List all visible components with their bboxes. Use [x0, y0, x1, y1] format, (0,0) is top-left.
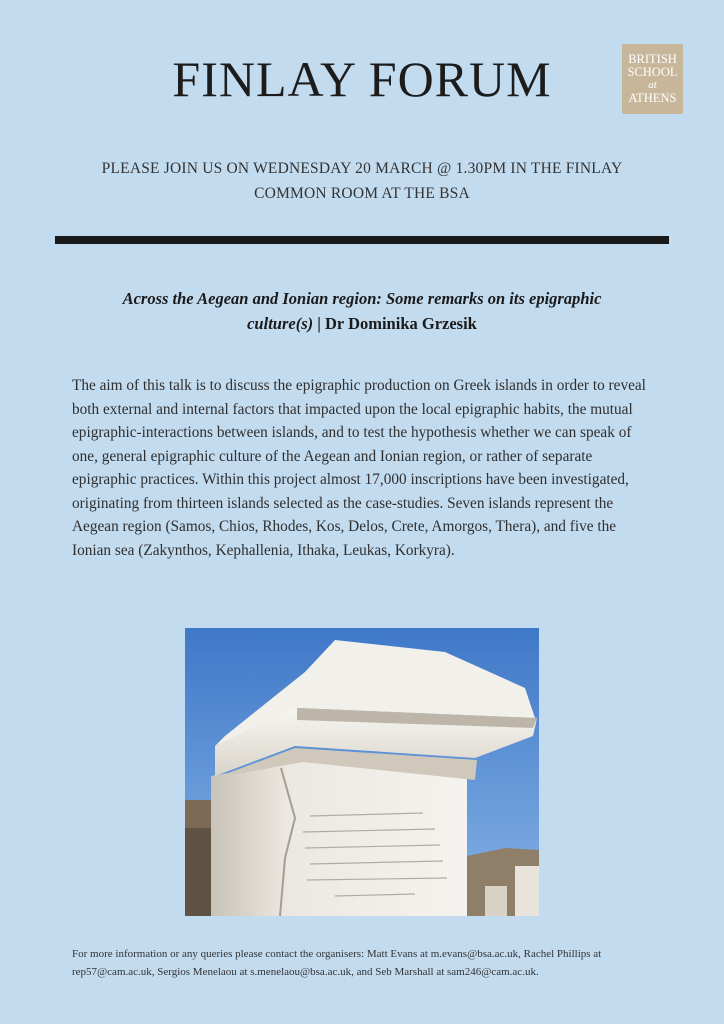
talk-heading — [60, 286, 664, 336]
divider-rule — [55, 236, 669, 244]
column-fragment — [515, 866, 539, 916]
talk-title-line-2-wrap — [60, 311, 664, 336]
page-title: FINLAY FORUM — [172, 51, 552, 107]
talk-separator: | — [313, 314, 325, 333]
ruin-wall-dark — [185, 828, 211, 916]
logo-line-british: BRITISH — [628, 52, 677, 66]
talk-abstract: The aim of this talk is to discuss the epigraphic production on Greek islands in order to reveal both external and internal factors that impacted upon the local epigraphic habits, the mutual epigraphic-interactions between islands, and to test the hypothesis whether we can speak of one, general epigraphic culture of the Aegean and Ionian region, or rather of separate epigraphic practices. Within this project almost 17,000 inscriptions have been investigated, originating from thirteen islands selected as the case-studies. Seven islands represent the Aegean region (Samos, Chios, Rhodes, Kos, Delos, Crete, Amorgos, Thera), and five the Ionian sea (Zakynthos, Kephallenia, Ithaka, Leukas, Korkyra). — [72, 377, 646, 559]
logo-line-at: at — [648, 79, 657, 91]
contact-footer: For more information or any queries please contact the organisers: Matt Evans at m.evans@bsa.ac.uk, Rachel Phillips at rep57@cam.ac.uk, Sergios Menelaou at s.menelaou@bsa.ac.uk, and Seb Marshall at sam246@cam.ac.uk. — [72, 948, 602, 978]
logo-line-athens: ATHENS — [628, 91, 677, 105]
talk-title-line-2: culture(s) — [247, 314, 314, 333]
bsa-logo — [622, 44, 683, 114]
announcement-line-2: COMMON ROOM AT THE BSA — [254, 185, 470, 202]
logo-line-school: SCHOOL — [627, 65, 678, 79]
talk-title-line-1: Across the Aegean and Ionian region: Some remarks on its epigraphic — [122, 289, 602, 308]
stone-block — [211, 760, 467, 916]
column-fragment-2 — [485, 886, 507, 916]
inscribed-stone-block-photo — [185, 628, 539, 916]
event-announcement — [40, 156, 684, 206]
announcement-line-1: PLEASE JOIN US ON WEDNESDAY 20 MARCH @ 1.30PM IN THE FINLAY — [101, 160, 623, 177]
speaker-name: Dr Dominika Grzesik — [325, 314, 477, 333]
